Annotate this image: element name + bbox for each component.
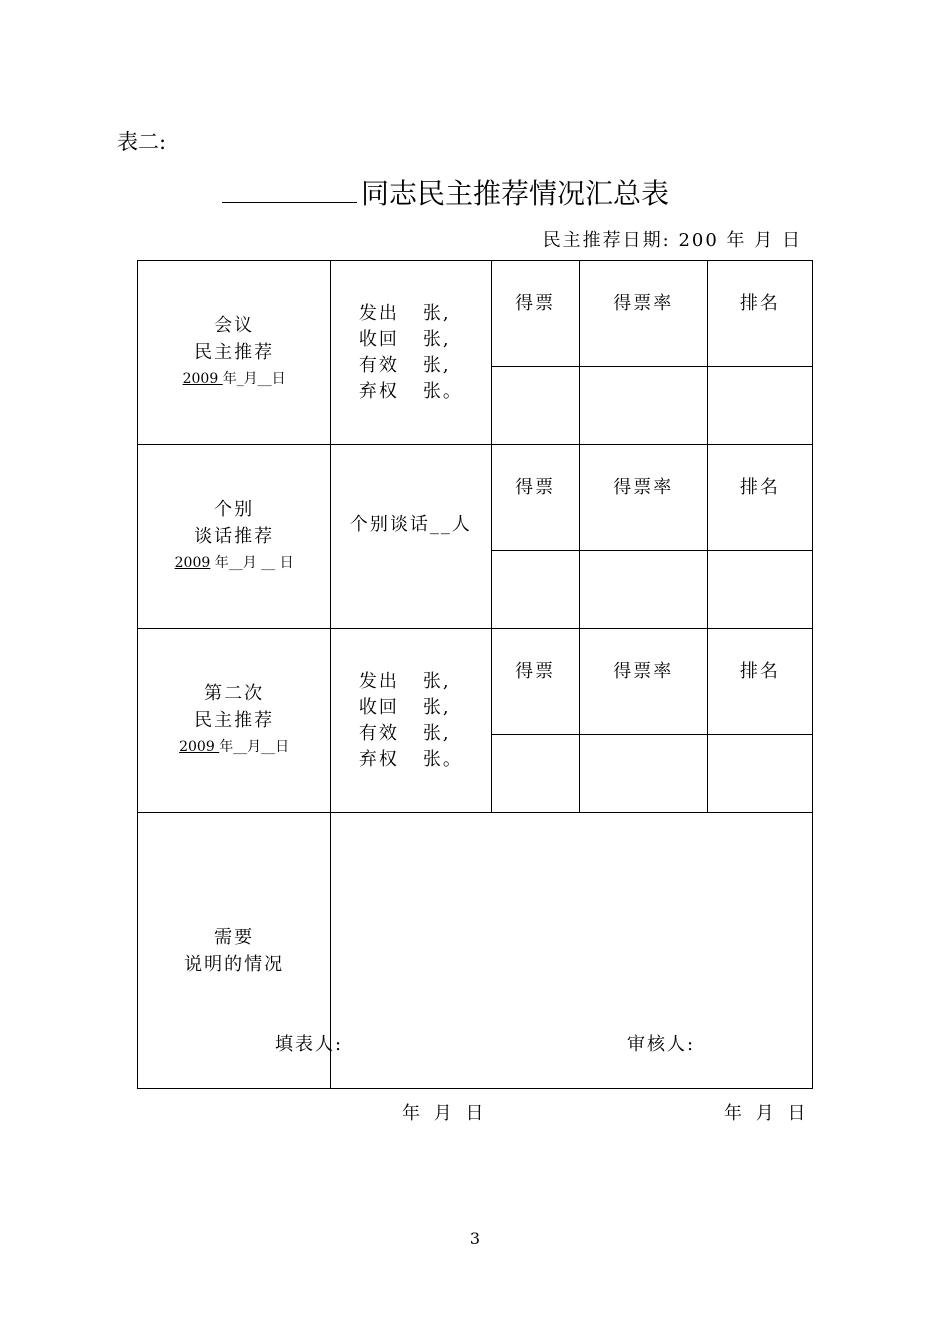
vote-header: 得票 <box>491 261 579 367</box>
stat-label: 有效 <box>358 354 399 376</box>
stats-cell <box>331 629 491 813</box>
rank-header: 排名 <box>707 629 812 735</box>
note-line1: 需要 <box>214 926 255 948</box>
row-name-line2: 民主推荐 <box>194 342 275 363</box>
stat-label: 弃权 <box>358 748 399 770</box>
page-number: 3 <box>469 1229 481 1248</box>
talk-count: 个别谈话__人 <box>349 513 472 535</box>
note-line2: 说明的情况 <box>184 953 285 975</box>
stat-label: 有效 <box>358 722 399 744</box>
vote-header: 得票 <box>491 629 579 735</box>
table-label: 表二: <box>117 130 167 154</box>
stat-label: 收回 <box>358 696 399 718</box>
recommend-date: 民主推荐日期: 200 年 月 日 <box>542 230 802 251</box>
stat-suffix: 张。 <box>422 748 463 770</box>
vote-header: 得票 <box>491 445 579 551</box>
filler-date: 年 月 日 <box>402 1103 484 1124</box>
row-date-rest: 年__月__日 <box>219 739 290 755</box>
row-name-cell <box>138 629 331 813</box>
row-date <box>138 366 330 393</box>
row-date-rest: 年_月__日 <box>222 371 286 387</box>
rate-header: 得票率 <box>579 261 707 367</box>
row-date-rest: 年__月 __ 日 <box>210 555 294 571</box>
stat-label: 收回 <box>358 328 399 350</box>
row-name-cell <box>138 445 331 629</box>
reviewer-date: 年 月 日 <box>724 1103 806 1124</box>
talk-cell <box>331 445 491 629</box>
row-name-line1: 个别 <box>214 499 255 520</box>
note-content-cell[interactable] <box>331 813 813 1089</box>
row-name-line1: 第二次 <box>204 683 265 704</box>
rank-value-cell[interactable] <box>707 551 812 629</box>
row-name-line2: 谈话推荐 <box>194 526 275 547</box>
stat-suffix: 张, <box>422 328 451 350</box>
stat-suffix: 张, <box>422 302 451 324</box>
stat-suffix: 张, <box>422 696 451 718</box>
table-row <box>138 813 813 1089</box>
rank-header: 排名 <box>707 445 812 551</box>
summary-table <box>137 260 813 1089</box>
table-row <box>138 629 813 735</box>
name-blank[interactable] <box>222 174 357 203</box>
table-row <box>138 445 813 551</box>
rank-header: 排名 <box>707 261 812 367</box>
filler-label: 填表人: <box>275 1034 344 1055</box>
row-date-year: 2009 <box>174 555 211 571</box>
stat-suffix: 张, <box>422 670 451 692</box>
stat-label: 弃权 <box>358 380 399 402</box>
stat-suffix: 张, <box>422 722 451 744</box>
row-name-line2: 民主推荐 <box>194 710 275 731</box>
rate-value-cell[interactable] <box>579 735 707 813</box>
rate-header: 得票率 <box>579 445 707 551</box>
rank-value-cell[interactable] <box>707 367 812 445</box>
row-date <box>138 550 330 577</box>
stat-suffix: 张, <box>422 354 451 376</box>
vote-value-cell[interactable] <box>491 551 579 629</box>
vote-value-cell[interactable] <box>491 735 579 813</box>
rate-value-cell[interactable] <box>579 367 707 445</box>
row-date-year: 2009 <box>182 371 223 387</box>
row-name-cell <box>138 261 331 445</box>
row-date-year: 2009 <box>179 739 220 755</box>
rank-value-cell[interactable] <box>707 735 812 813</box>
stat-suffix: 张。 <box>422 380 463 402</box>
stats-cell <box>331 261 491 445</box>
title-text: 同志民主推荐情况汇总表 <box>361 177 670 210</box>
row-name-line1: 会议 <box>214 315 255 336</box>
rate-header: 得票率 <box>579 629 707 735</box>
vote-value-cell[interactable] <box>491 367 579 445</box>
page-title <box>222 172 669 212</box>
stat-label: 发出 <box>358 302 399 324</box>
rate-value-cell[interactable] <box>579 551 707 629</box>
stat-label: 发出 <box>358 670 399 692</box>
row-date <box>138 734 330 761</box>
table-row <box>138 261 813 367</box>
reviewer-label: 审核人: <box>627 1034 696 1055</box>
